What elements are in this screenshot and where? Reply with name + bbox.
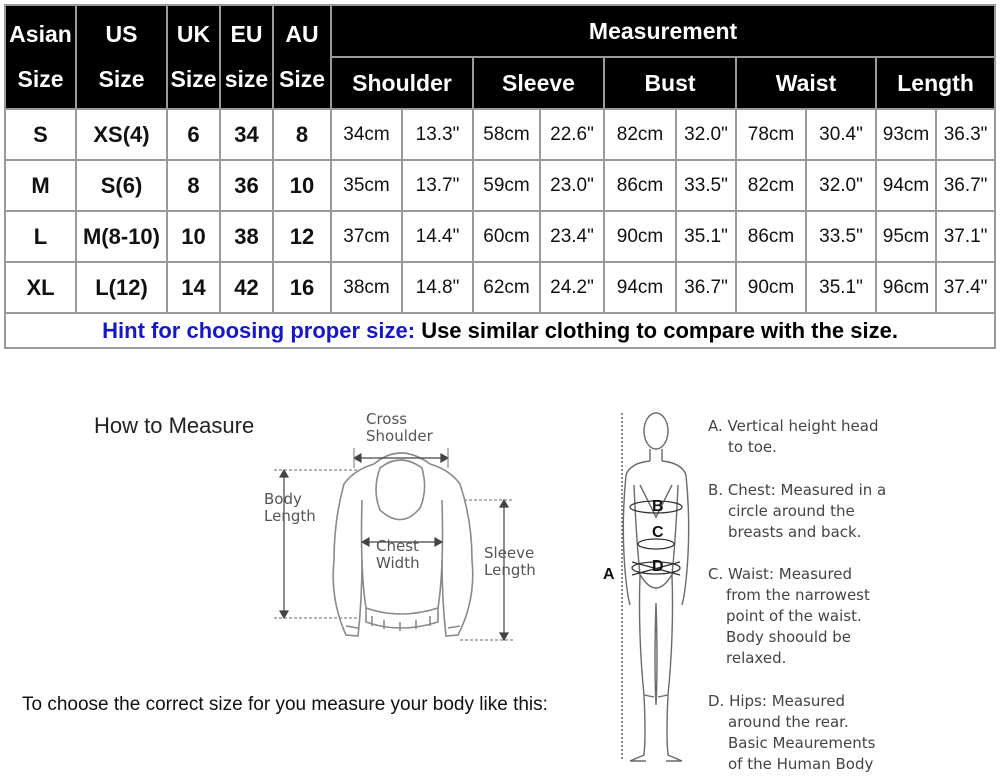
note-a: A. Vertical height head to toe.: [708, 417, 879, 456]
measurement-cell: 37cm: [331, 211, 402, 262]
measurement-cell: 95cm: [876, 211, 936, 262]
size-asian-cell: XL: [5, 262, 76, 313]
measurement-cell: 86cm: [604, 160, 676, 211]
measurement-cell: 37.4": [936, 262, 995, 313]
size-eu-cell: 42: [220, 262, 273, 313]
measurement-cell: 94cm: [604, 262, 676, 313]
size-row: [5, 109, 995, 160]
how-to-measure-title: How to Measure: [94, 413, 255, 438]
size-au-cell: 12: [273, 211, 331, 262]
size-uk-cell: 14: [167, 262, 220, 313]
measurement-cell: 14.4": [402, 211, 473, 262]
size-rows: [5, 109, 995, 313]
letter-d: D: [652, 558, 664, 575]
measurement-cell: 82cm: [604, 109, 676, 160]
measurement-cell: 38cm: [331, 262, 402, 313]
measurement-cell: 93cm: [876, 109, 936, 160]
size-us-cell: S(6): [76, 160, 167, 211]
measurement-cell: 94cm: [876, 160, 936, 211]
body-length-label: Body Length: [264, 490, 316, 525]
size-row: [5, 160, 995, 211]
hint-cell: [5, 313, 995, 348]
header-measurement: Measurement: [331, 5, 995, 57]
measurement-cell: 32.0": [676, 109, 736, 160]
letter-c: C: [652, 524, 664, 541]
hint-label: Hint for choosing proper size:: [102, 317, 416, 343]
letter-b: B: [652, 498, 664, 515]
measure-instruction: To choose the correct size for you measure your body like this:: [22, 694, 548, 715]
size-eu-cell: 38: [220, 211, 273, 262]
measurement-cell: 34cm: [331, 109, 402, 160]
size-uk-cell: 6: [167, 109, 220, 160]
measurement-cell: 33.5": [806, 211, 876, 262]
header-waist: Waist: [736, 57, 876, 109]
measurement-cell: 35.1": [676, 211, 736, 262]
measurement-cell: 60cm: [473, 211, 540, 262]
letter-a: A: [603, 566, 615, 583]
measurement-cell: 22.6": [540, 109, 604, 160]
measurement-cell: 23.4": [540, 211, 604, 262]
header-row-1: [5, 5, 995, 57]
size-au-cell: 10: [273, 160, 331, 211]
size-us-cell: XS(4): [76, 109, 167, 160]
header-au-size: AU Size: [273, 5, 331, 109]
measurement-cell: 35.1": [806, 262, 876, 313]
measurement-cell: 36.7": [676, 262, 736, 313]
measurement-cell: 36.3": [936, 109, 995, 160]
size-asian-cell: L: [5, 211, 76, 262]
header-asian-size: Asian Size: [5, 5, 76, 109]
size-us-cell: M(8-10): [76, 211, 167, 262]
note-b: B. Chest: Measured in a circle around the breasts and back.: [708, 481, 887, 541]
size-eu-cell: 36: [220, 160, 273, 211]
measurement-cell: 58cm: [473, 109, 540, 160]
sleeve-length-label: Sleeve Length: [484, 544, 536, 579]
measurement-cell: 23.0": [540, 160, 604, 211]
size-us-cell: L(12): [76, 262, 167, 313]
size-asian-cell: S: [5, 109, 76, 160]
measurement-cell: 78cm: [736, 109, 806, 160]
header-sleeve: Sleeve: [473, 57, 604, 109]
measurement-cell: 14.8": [402, 262, 473, 313]
measurement-cell: 33.5": [676, 160, 736, 211]
size-uk-cell: 10: [167, 211, 220, 262]
measurement-cell: 13.7": [402, 160, 473, 211]
size-chart-table: [4, 4, 996, 349]
header-eu-size: EU size: [220, 5, 273, 109]
size-au-cell: 16: [273, 262, 331, 313]
size-au-cell: 8: [273, 109, 331, 160]
hint-row: [5, 313, 995, 348]
header-uk-size: UK Size: [167, 5, 220, 109]
size-row: [5, 211, 995, 262]
measurement-cell: 96cm: [876, 262, 936, 313]
note-c: C. Waist: Measured from the narrowest point of the waist. Body shoould be relaxed.: [708, 565, 870, 667]
size-asian-cell: M: [5, 160, 76, 211]
header-shoulder: Shoulder: [331, 57, 473, 109]
measurement-cell: 30.4": [806, 109, 876, 160]
header-length: Length: [876, 57, 995, 109]
header-us-size: US Size: [76, 5, 167, 109]
body-figure: [600, 405, 710, 781]
size-eu-cell: 34: [220, 109, 273, 160]
measurement-cell: 13.3": [402, 109, 473, 160]
measurement-cell: 36.7": [936, 160, 995, 211]
measurement-cell: 37.1": [936, 211, 995, 262]
measurement-cell: 90cm: [736, 262, 806, 313]
chest-width-label: Chest Width: [376, 537, 420, 572]
note-d: D. Hips: Measured around the rear. Basic Meaurements of the Human Body: [708, 692, 876, 773]
cross-shoulder-label: Cross Shoulder: [366, 410, 433, 445]
measurement-cell: 32.0": [806, 160, 876, 211]
measurement-cell: 62cm: [473, 262, 540, 313]
hint-text: Use similar clothing to compare with the size.: [421, 317, 898, 343]
measurement-cell: 86cm: [736, 211, 806, 262]
size-row: [5, 262, 995, 313]
header-bust: Bust: [604, 57, 736, 109]
measurement-cell: 90cm: [604, 211, 676, 262]
measurement-cell: 24.2": [540, 262, 604, 313]
measurement-cell: 35cm: [331, 160, 402, 211]
measurement-cell: 82cm: [736, 160, 806, 211]
measurement-cell: 59cm: [473, 160, 540, 211]
size-uk-cell: 8: [167, 160, 220, 211]
